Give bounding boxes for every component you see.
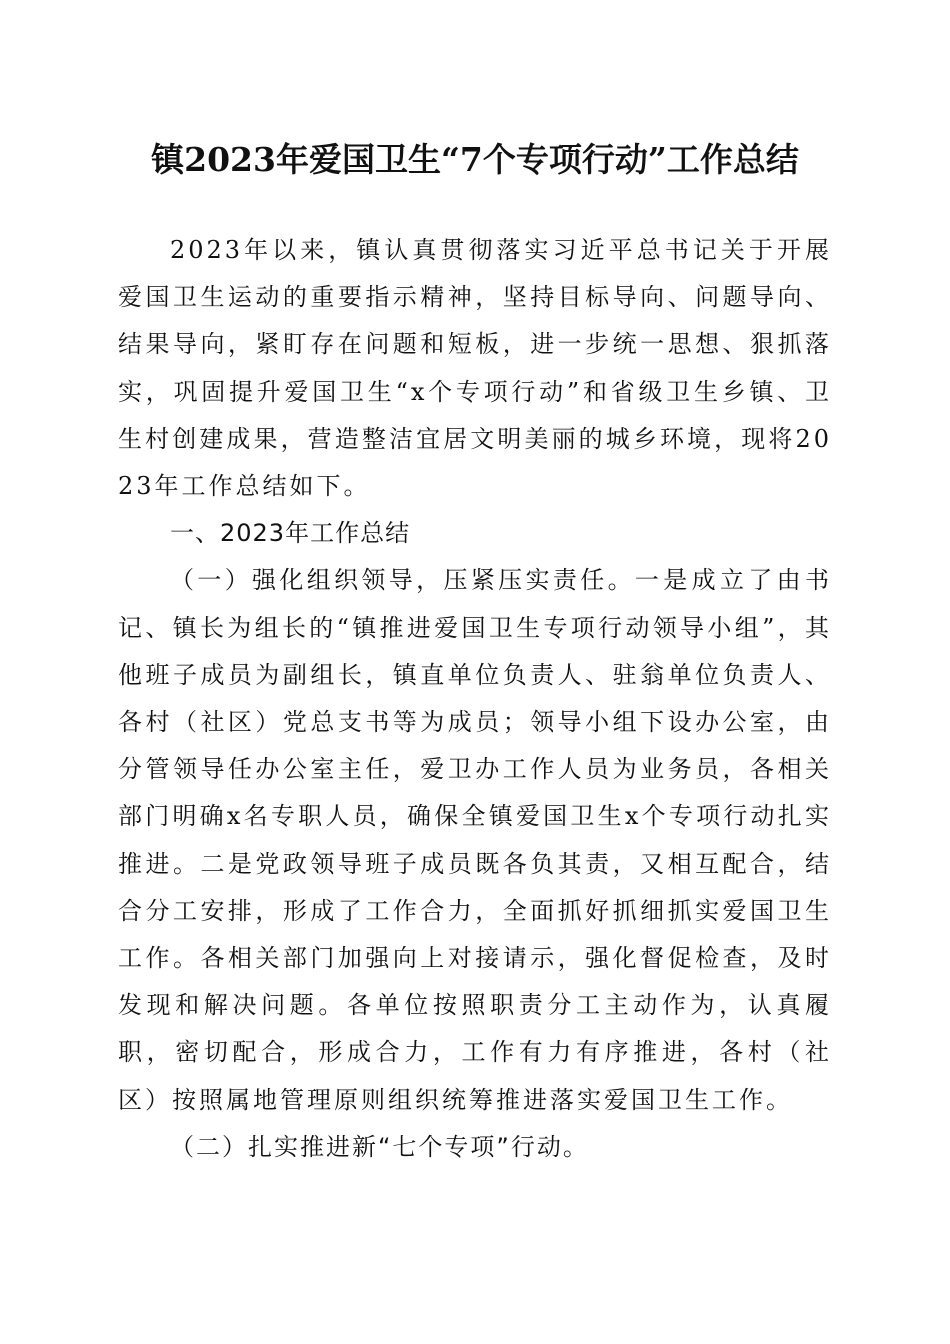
subsection-2-title: （二）扎实推进新“七个专项”行动。: [170, 1132, 589, 1161]
intro-paragraph: 2023年以来，镇认真贯彻落实习近平总书记关于开展爱国卫生运动的重要指示精神，坚持目标导向、问题导向、结果导向，紧盯存在问题和短板，进一步统一思想、狠抓落实，巩固提升爱国卫生“x个专项行动”和省级卫生乡镇、卫生村创建成果，营造整洁宜居文明美丽的城乡环境，现将2023年工作总结如下。: [118, 236, 832, 501]
document-body: [118, 227, 832, 1171]
subsection-1-paragraph: [118, 557, 832, 1123]
subsection-1-title: （一）强化组织领导，压紧压实责任。: [170, 566, 635, 595]
subsection-2-paragraph: [118, 1124, 832, 1171]
section-heading: 一、2023年工作总结: [170, 519, 411, 548]
document-title: 镇2023年爱国卫生“7个专项行动”工作总结: [151, 140, 799, 179]
subsection-1-body: 一是成立了由书记、镇长为组长的“镇推进爱国卫生专项行动领导小组”，其他班子成员为副组长，镇直单位负责人、驻翁单位负责人、各村（社区）党总支书等为成员；领导小组下设办公室，由分管领导任办公室主任，爱卫办工作人员为业务员，各相关部门明确x名专职人员，确保全镇爱国卫生x个专项行动扎实推进。二是党政领导班子成员既各负其责，又相互配合，结合分工安排，形成了工作合力，全面抓好抓细抓实爱国卫生工作。各相关部门加强向上对接请示，强化督促检查，及时发现和解决问题。各单位按照职责分工主动作为，认真履职，密切配合，形成合力，工作有力有序推进，各村（社区）按照属地管理原则组织统筹推进落实爱国卫生工作。: [118, 566, 833, 1114]
